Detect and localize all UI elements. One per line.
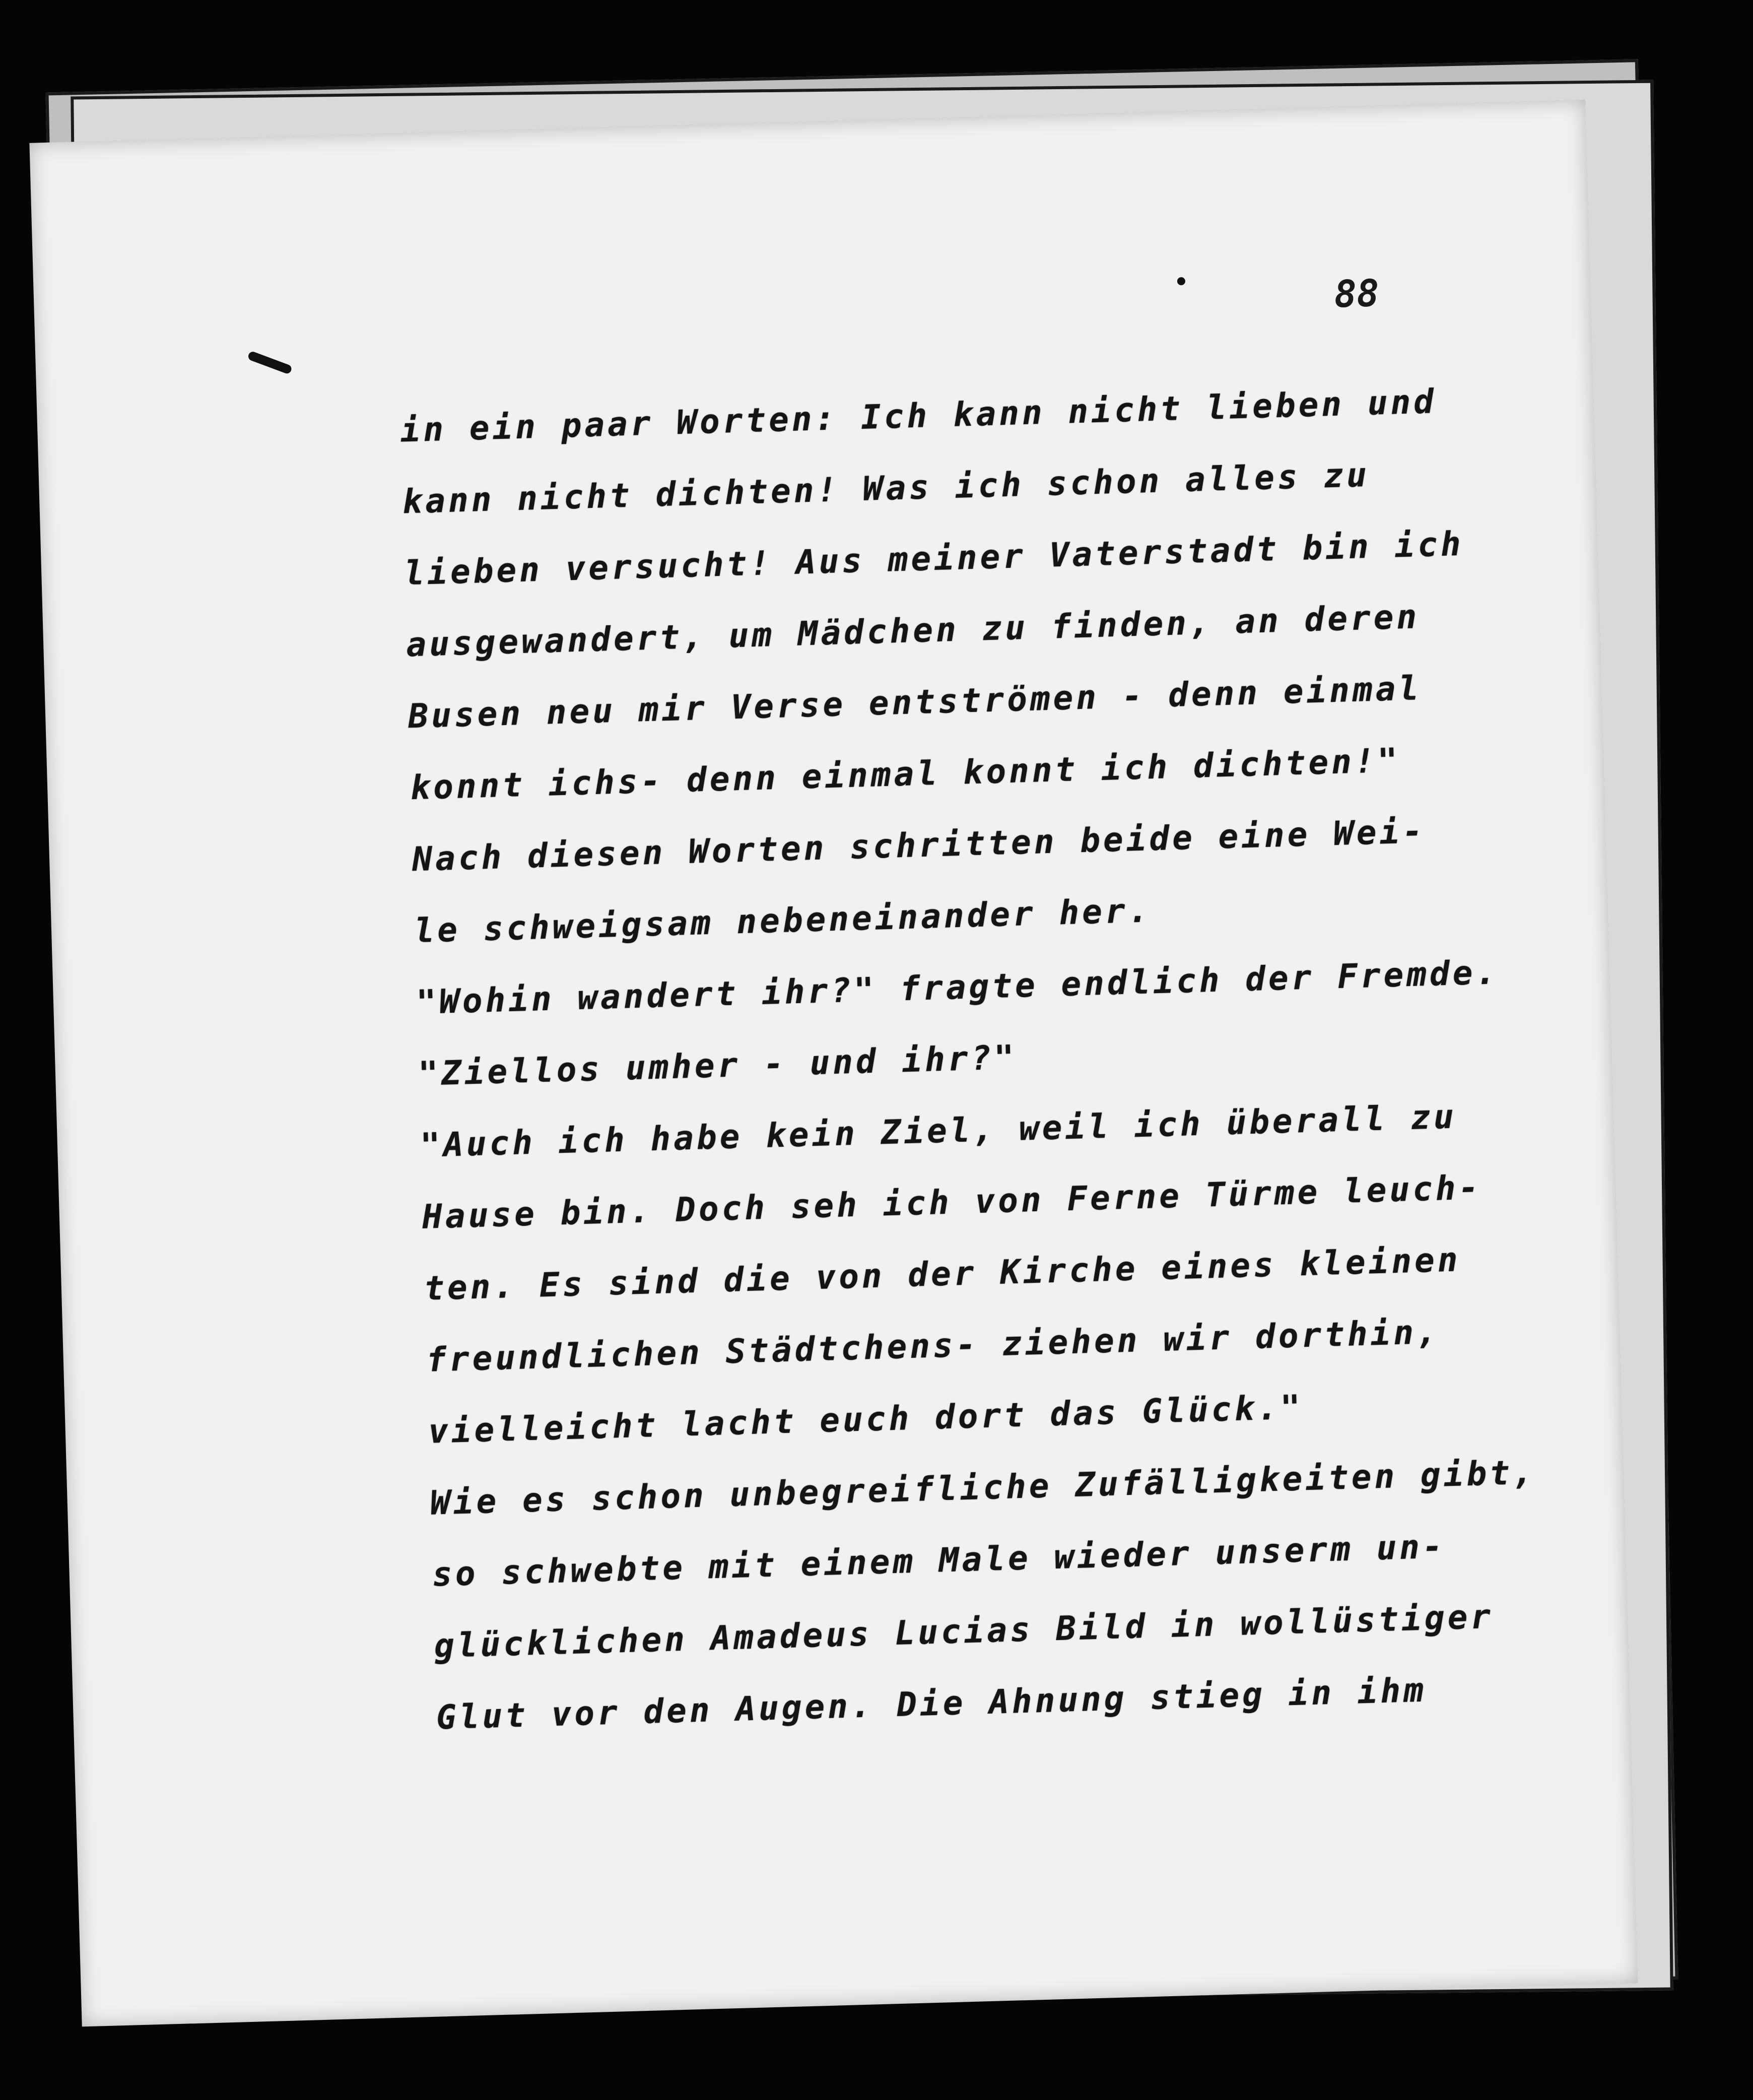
text-line: Busen neu mir Verse entströmen - denn einmal	[408, 669, 1423, 736]
text-line: Wie es schon unbegreifliche Zufälligkeiten gibt,	[429, 1453, 1536, 1523]
document-page	[29, 100, 1638, 2027]
text-line: so schwebte mit einem Male wieder unserm un-	[431, 1527, 1446, 1594]
text-line: ten. Es sind die von der Kirche eines kleinen	[424, 1240, 1461, 1308]
body-text	[399, 363, 1575, 1753]
text-line: glücklichen Amadeus Lucias Bild in wollüstiger	[433, 1597, 1495, 1666]
ink-dot	[1177, 277, 1185, 285]
text-line: kann nicht dichten! Was ich schon alles zu	[401, 455, 1370, 521]
text-line: Hause bin. Doch seh ich von Ferne Türme leuch-	[422, 1168, 1482, 1236]
pen-mark	[247, 351, 293, 375]
text-line: konnt ichs- denn einmal konnt ich dichten!"	[410, 741, 1401, 808]
text-line: "Wohin wandert ihr?" fragte endlich der Fremde.	[416, 953, 1500, 1022]
page-number: 88	[1333, 272, 1380, 316]
text-line: Glut vor den Augen. Die Ahnung stieg in ihm	[435, 1670, 1427, 1737]
text-line: ausgewandert, um Mädchen zu finden, an deren	[406, 597, 1421, 665]
text-line: Nach diesen Worten schritten beide eine Wei-	[412, 812, 1427, 879]
text-line: "Ziellos umher - und ihr?"	[418, 1037, 1018, 1094]
text-line: lieben versucht! Aus meiner Vaterstadt bin ich	[403, 524, 1464, 593]
text-line: "Auch ich habe kein Ziel, weil ich überall zu	[420, 1097, 1457, 1165]
text-line: freundlichen Städtchens- ziehen wir dorthin,	[426, 1312, 1440, 1380]
text-line: in ein paar Worten: Ich kann nicht lieben und	[399, 382, 1437, 450]
text-line: vielleicht lacht euch dort das Glück."	[428, 1388, 1304, 1451]
text-line: le schweigsam nebeneinander her.	[414, 891, 1152, 951]
